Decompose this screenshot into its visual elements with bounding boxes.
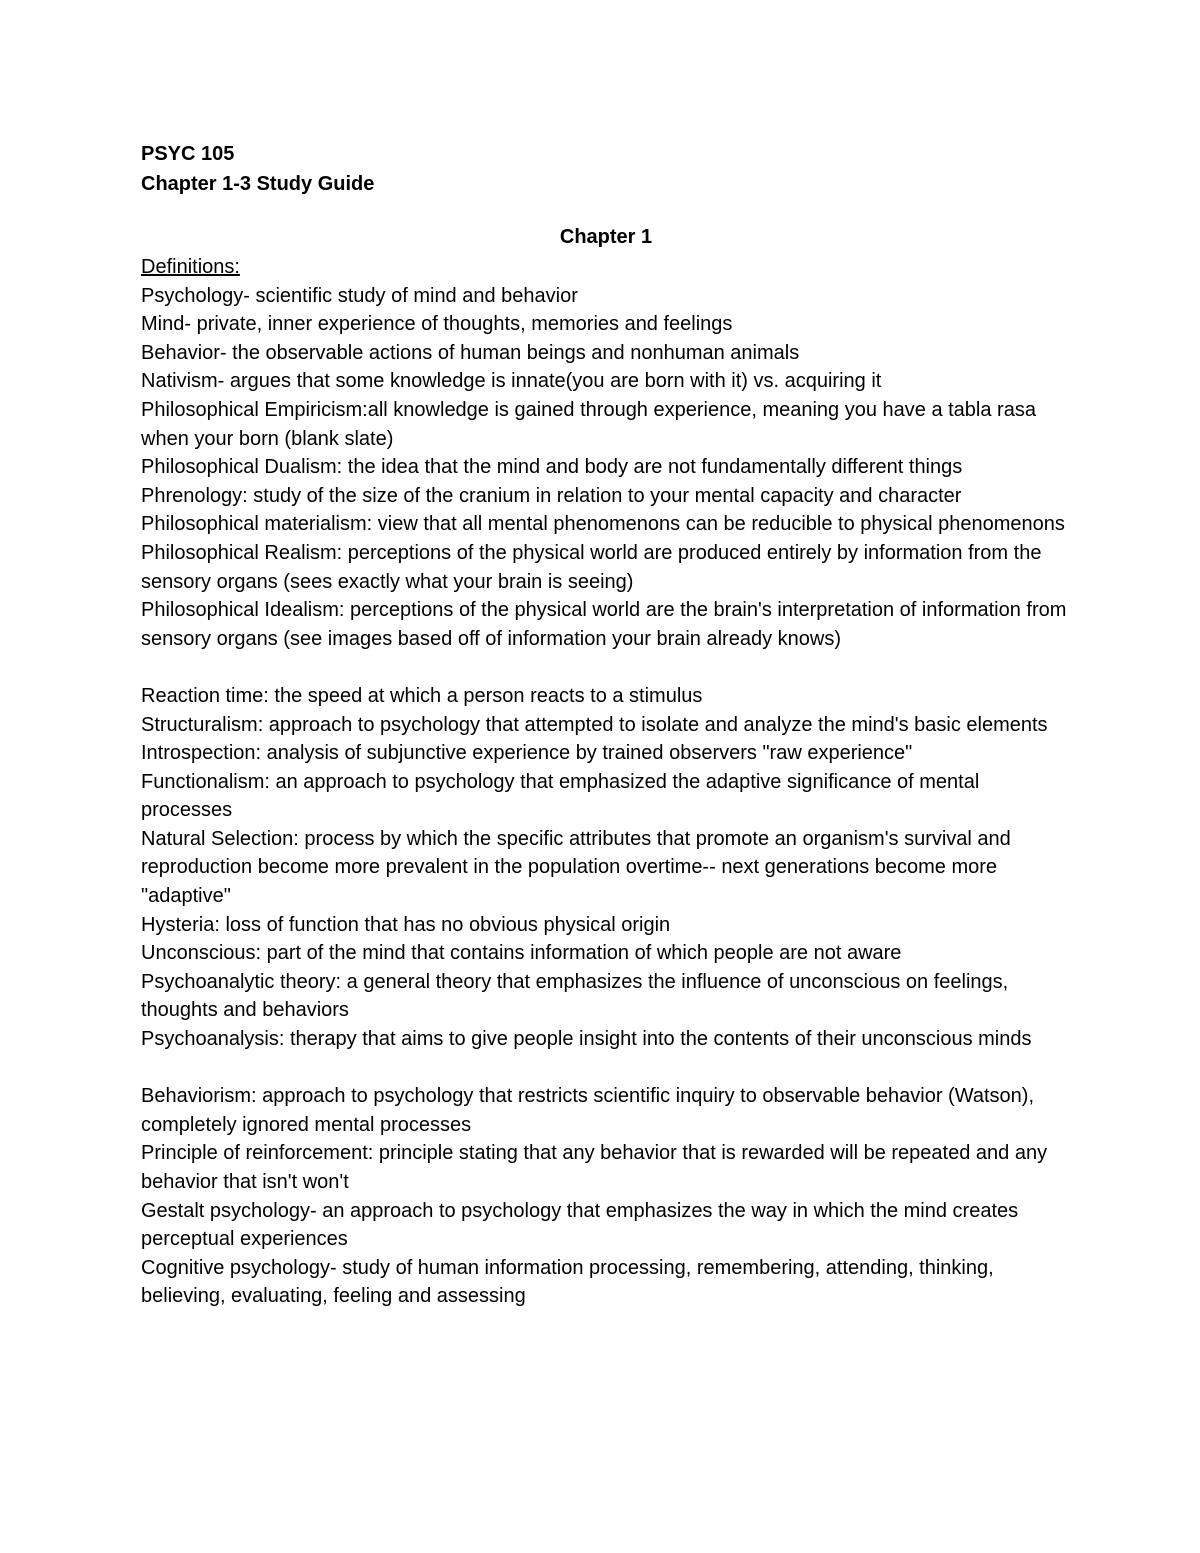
definition-entry: Psychoanalysis: therapy that aims to give people insight into the contents of their unconscious minds (141, 1028, 1032, 1051)
guide-subtitle: Chapter 1-3 Study Guide (141, 173, 375, 195)
definition-entry: Gestalt psychology- an approach to psychology that emphasizes the way in which the mind creates perceptual experiences (141, 1199, 1019, 1251)
definition-entry: Nativism- argues that some knowledge is innate(you are born with it) vs. acquiring it (141, 370, 882, 393)
definition-entry: Psychoanalytic theory: a general theory that emphasizes the influence of unconscious on feelings, thoughts and behaviors (141, 970, 1009, 1022)
definition-entry: Behaviorism: approach to psychology that restricts scientific inquiry to observable behavior (Watson), completely ignored mental processes (141, 1085, 1034, 1136)
paragraph-gap (141, 653, 1071, 682)
paragraph-gap (141, 1054, 1071, 1083)
definition-entry: Philosophical Empiricism:all knowledge is gained through experience, meaning you have a tabla rasa when your born (blank slate) (141, 398, 1036, 450)
definition-entry: Principle of reinforcement: principle stating that any behavior that is rewarded will be repeated and any behavior that isn't won't (141, 1142, 1048, 1193)
definition-entry: Psychology- scientific study of mind and behavior (141, 284, 578, 307)
definition-entry: Phrenology: study of the size of the cranium in relation to your mental capacity and character (141, 484, 962, 507)
definition-entry: Reaction time: the speed at which a person reacts to a stimulus (141, 684, 703, 707)
definition-entry: Philosophical Idealism: perceptions of the physical world are the brain's interpretation of information from sensory organs (see images based off of information your brain already knows) (141, 599, 1067, 650)
definitions-label: Definitions: (141, 256, 240, 278)
document-page (141, 139, 1071, 1311)
definition-entry: Natural Selection: process by which the specific attributes that promote an organism's survival and reproduction become more prevalent in the population overtime-- next generations become more "adaptive" (141, 827, 1011, 908)
course-title: PSYC 105 (141, 143, 235, 165)
definition-entry: Introspection: analysis of subjunctive experience by trained observers "raw experience" (141, 742, 913, 765)
definition-entry: Cognitive psychology- study of human information processing, remembering, attending, thinking, believing, evaluating, feeling and assessing (141, 1256, 994, 1308)
definition-group-2 (141, 682, 1071, 1054)
definition-entry: Mind- private, inner experience of thoughts, memories and feelings (141, 313, 733, 336)
definition-group-1 (141, 282, 1071, 654)
definition-group-3 (141, 1082, 1071, 1311)
definition-entry: Philosophical Realism: perceptions of the physical world are produced entirely by information from the sensory organs (sees exactly what your brain is seeing) (141, 541, 1042, 593)
definition-entry: Structuralism: approach to psychology that attempted to isolate and analyze the mind's basic elements (141, 713, 1048, 736)
definition-entry: Functionalism: an approach to psychology that emphasized the adaptive significance of mental processes (141, 770, 980, 822)
definition-entry: Philosophical materialism: view that all mental phenomenons can be reducible to physical phenomenons (141, 513, 1065, 536)
definition-entry: Hysteria: loss of function that has no obvious physical origin (141, 913, 671, 936)
definition-entry: Unconscious: part of the mind that contains information of which people are not aware (141, 942, 902, 965)
definition-entry: Behavior- the observable actions of human beings and nonhuman animals (141, 341, 800, 364)
chapter-heading: Chapter 1 (559, 226, 653, 248)
spacer (141, 199, 1071, 223)
definition-entry: Philosophical Dualism: the idea that the mind and body are not fundamentally different things (141, 456, 963, 479)
